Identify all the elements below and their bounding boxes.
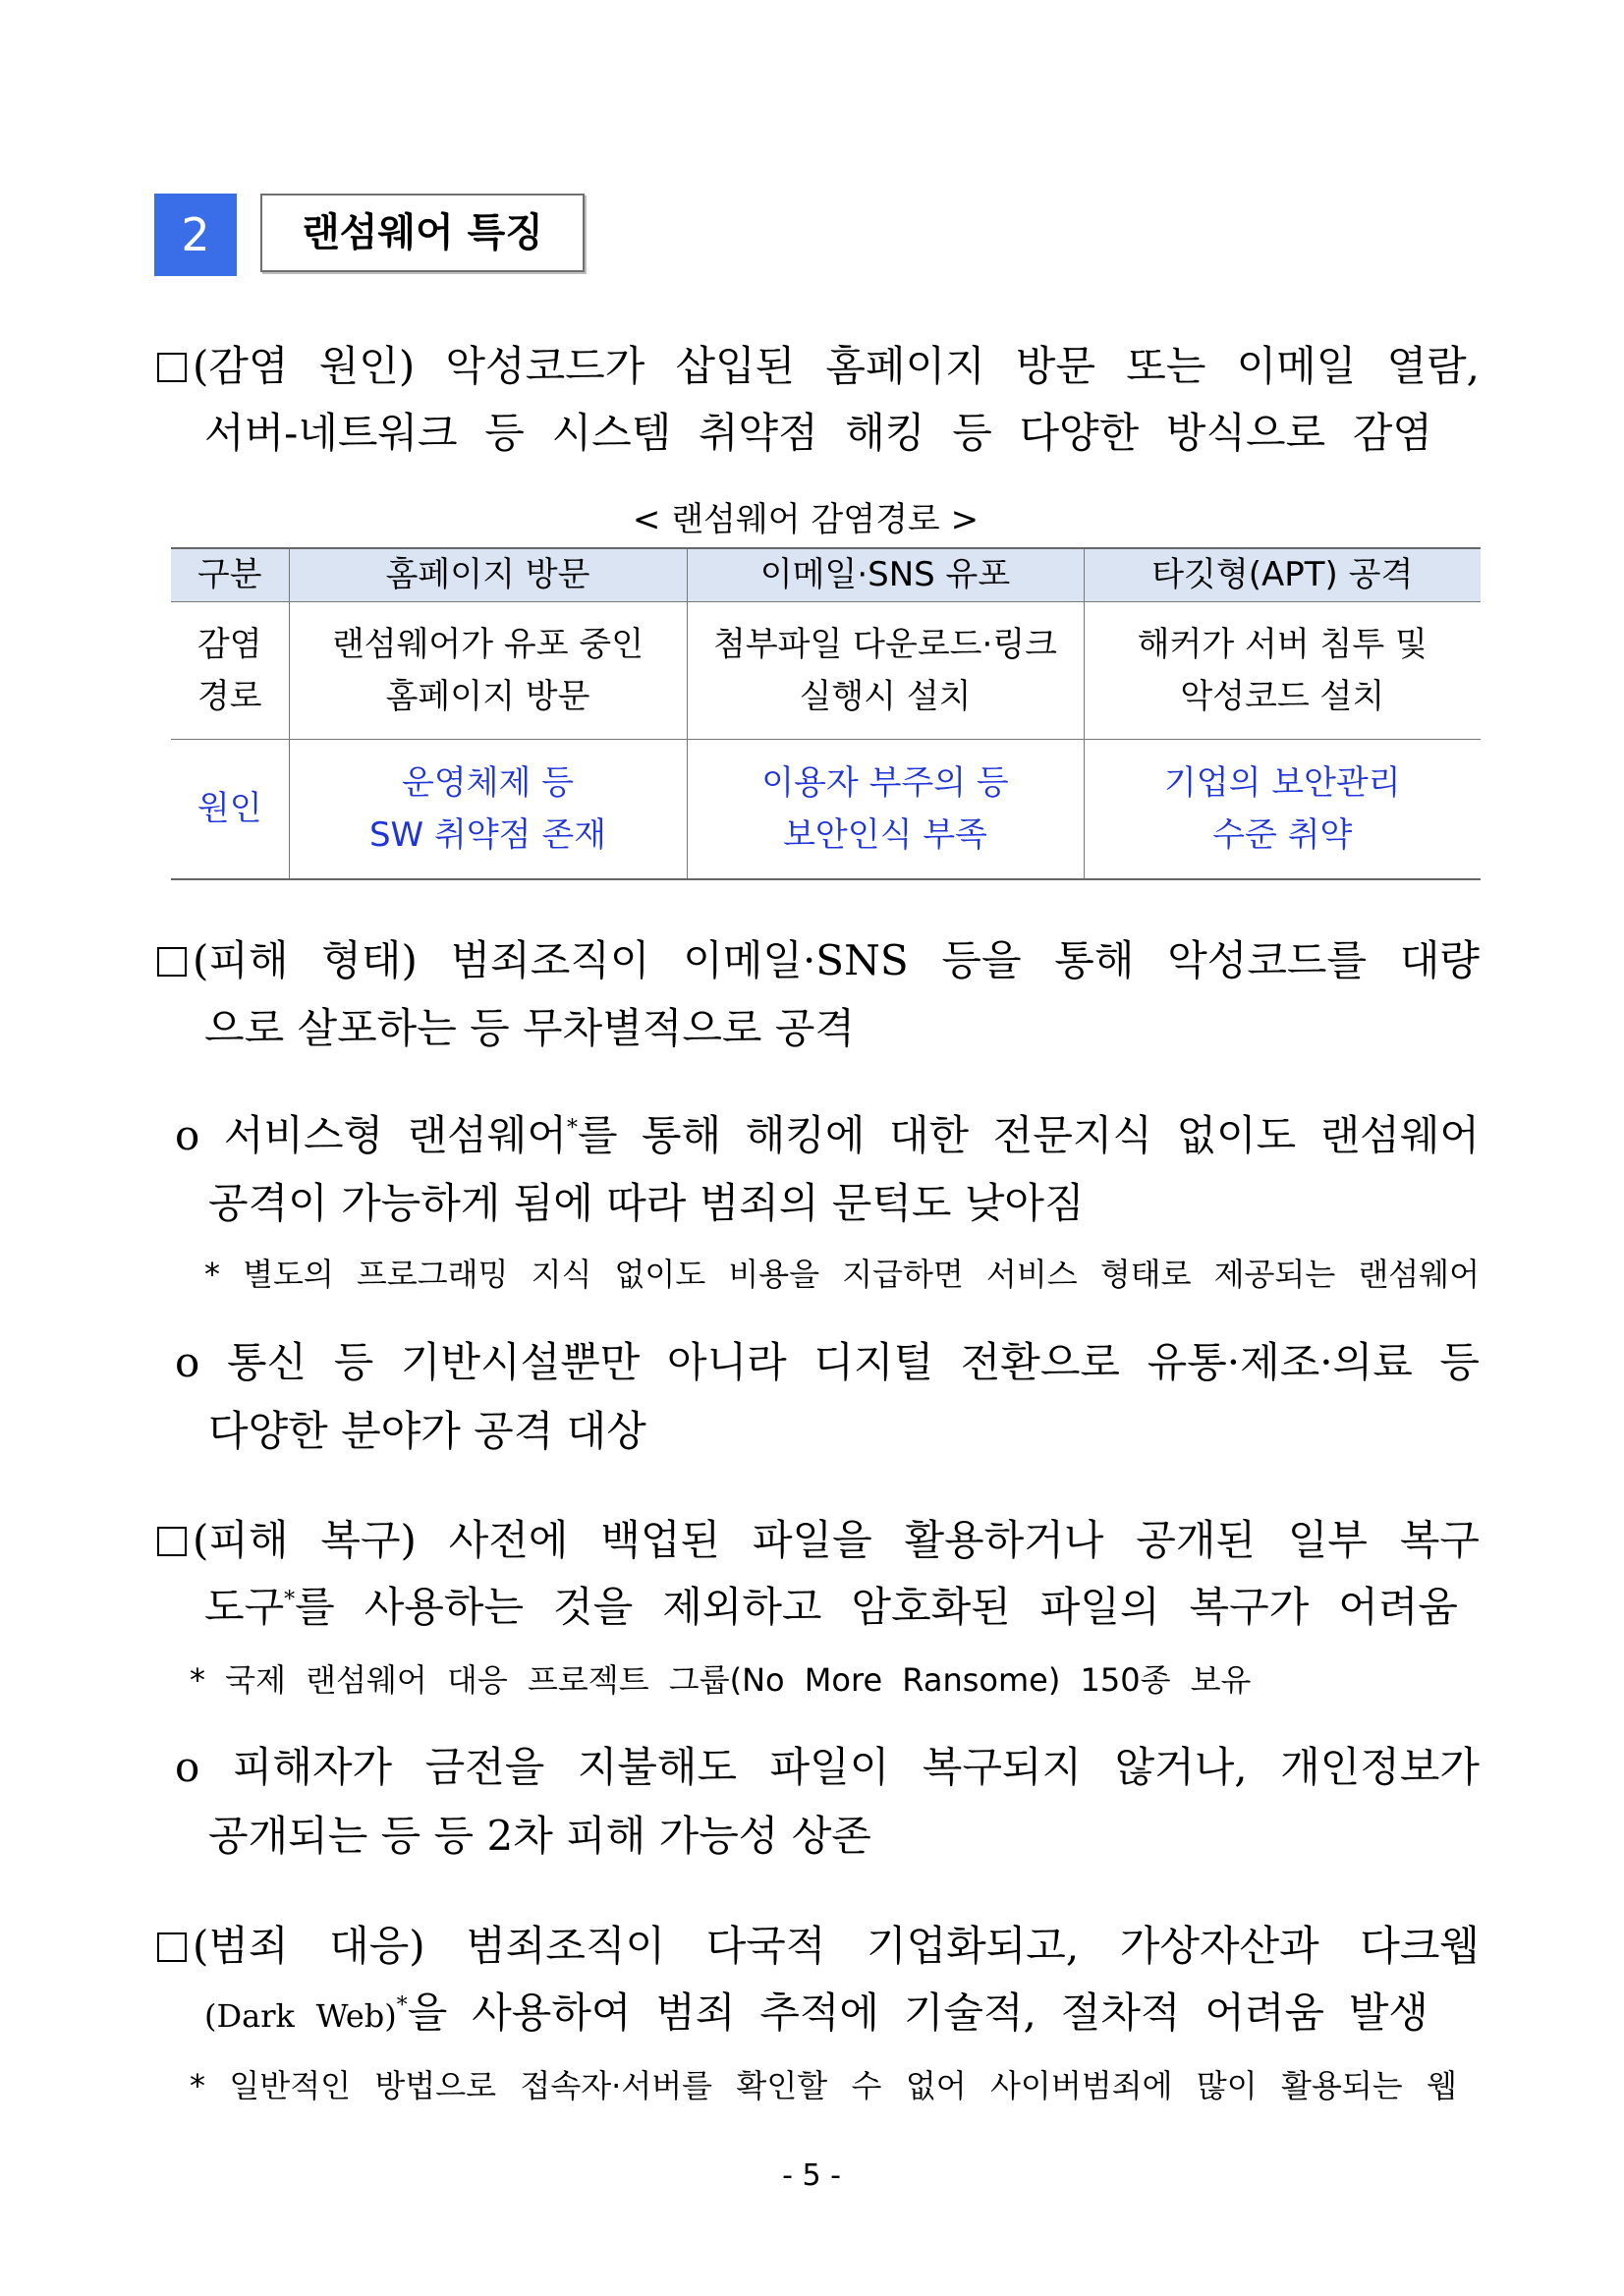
- b1-footnote: * 별도의 프로그래밍 지식 없이도 비용을 지급하면 서비스 형태로 제공되는 랜섬웨어: [204, 1256, 1480, 1293]
- b2-line2: 다양한 분야가 공격 대상: [208, 1407, 646, 1455]
- header-email-sns: 이메일·SNS 유포: [687, 548, 1084, 602]
- cell-homepage-route: 랜섬웨어가 유포 중인 홈페이지 방문: [289, 602, 687, 740]
- b2-line1: o 통신 등 기반시설뿐만 아니라 디지털 전환으로 유통·제조·의료 등: [175, 1338, 1480, 1386]
- p4-footnote: * 일반적인 방법으로 접속자·서버를 확인할 수 없어 사이버범죄에 많이 활용되는 웹: [190, 2067, 1457, 2104]
- p3-line1: (피해 복구) 사전에 백업된 파일을 활용하거나 공개된 일부 복구: [157, 1518, 1480, 1563]
- row-label-cause: 원인: [171, 740, 289, 880]
- cell-homepage-cause: 운영체제 등 SW 취약점 존재: [289, 740, 687, 880]
- section-number: 2: [154, 194, 237, 276]
- b1-line2: 공격이 가능하게 됨에 따라 범죄의 문턱도 낮아짐: [208, 1179, 1085, 1227]
- row-label-route: 감염 경로: [171, 602, 289, 740]
- p2-line1: (피해 형태) 범죄조직이 이메일·SNS 등을 통해 악성코드를 대량: [157, 938, 1480, 983]
- table-row-route: [171, 602, 1481, 740]
- table-caption: < 랜섬웨어 감염경로 >: [632, 500, 980, 539]
- p2-line2: 으로 살포하는 등 무차별적으로 공격: [204, 1004, 855, 1052]
- p3-line2: 도구*를 사용하는 것을 제외하고 암호화된 파일의 복구가 어려움: [204, 1583, 1458, 1631]
- cell-email-cause: 이용자 부주의 등 보안인식 부족: [687, 740, 1084, 880]
- cell-email-route: 첨부파일 다운로드·링크 실행시 설치: [687, 602, 1084, 740]
- checkbox-square-icon: [157, 353, 187, 382]
- table-header-row: [171, 548, 1481, 602]
- header-category: 구분: [171, 548, 289, 602]
- table-row-cause: [171, 740, 1481, 880]
- header-homepage: 홈페이지 방문: [289, 548, 687, 602]
- checkbox-square-icon: [157, 1932, 187, 1962]
- p4-line1: (범죄 대응) 범죄조직이 다국적 기업화되고, 가상자산과 다크웹: [157, 1924, 1480, 1969]
- header-apt: 타깃형(APT) 공격: [1084, 548, 1481, 602]
- checkbox-square-icon: [157, 947, 187, 977]
- b3-line2: 공개되는 등 등 2차 피해 가능성 상존: [208, 1812, 871, 1860]
- cell-apt-cause: 기업의 보안관리 수준 취약: [1084, 740, 1481, 880]
- b1-line1: o 서비스형 랜섬웨어*를 통해 해킹에 대한 전문지식 없이도 랜섬웨어: [175, 1111, 1480, 1159]
- section-title: 랜섬웨어 특징: [260, 194, 585, 272]
- p1-line1: (감염 원인) 악성코드가 삽입된 홈페이지 방문 또는 이메일 열람,: [157, 344, 1480, 389]
- p4-line2: (Dark Web)*을 사용하여 범죄 추적에 기술적, 절차적 어려움 발생: [204, 1988, 1429, 2037]
- page-number: - 5 -: [782, 2158, 841, 2193]
- cell-apt-route: 해커가 서버 침투 및 악성코드 설치: [1084, 602, 1481, 740]
- infection-route-table: [171, 547, 1481, 880]
- p1-line2: 서버-네트워크 등 시스템 취약점 해킹 등 다양한 방식으로 감염: [204, 409, 1432, 457]
- p3-footnote: * 국제 랜섬웨어 대응 프로젝트 그룹(No More Ransome) 150종 보유: [190, 1661, 1252, 1699]
- b3-line1: o 피해자가 금전을 지불해도 파일이 복구되지 않거나, 개인정보가: [175, 1743, 1480, 1791]
- checkbox-square-icon: [157, 1527, 187, 1556]
